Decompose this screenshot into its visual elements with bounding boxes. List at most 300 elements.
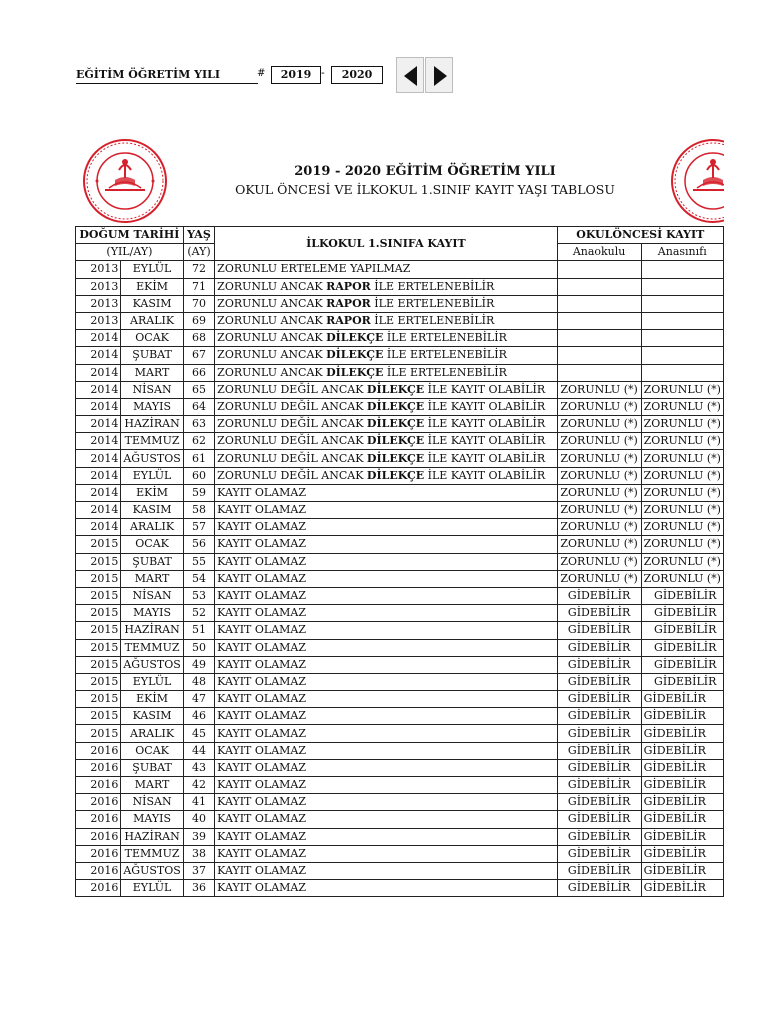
- birth-year-cell: 2013: [76, 278, 121, 295]
- kindergarten-cell: ZORUNLU (*): [557, 416, 641, 433]
- preschool-class-cell: ZORUNLU (*): [641, 519, 723, 536]
- age-months-cell: 71: [183, 278, 214, 295]
- kindergarten-cell: GİDEBİLİR: [557, 673, 641, 690]
- primary-registration-cell: [215, 416, 557, 433]
- kindergarten-cell: GİDEBİLİR: [557, 639, 641, 656]
- registration-status-text: KAYIT OLAMAZ: [217, 709, 306, 723]
- table-row: [76, 450, 724, 467]
- age-months-cell: 66: [183, 364, 214, 381]
- preschool-class-cell: GİDEBİLİR: [641, 639, 723, 656]
- table-row: [76, 708, 724, 725]
- requirement-keyword: DİLEKÇE: [366, 399, 425, 413]
- kindergarten-cell: GİDEBİLİR: [557, 880, 641, 897]
- primary-registration-cell: [215, 330, 557, 347]
- birth-month-cell: MAYIS: [121, 605, 183, 622]
- birth-date-header: DOĞUM TARİHİ: [76, 227, 184, 244]
- requirement-keyword: DİLEKÇE: [326, 365, 384, 379]
- registration-status-text: ZORUNLU ANCAK: [217, 331, 327, 345]
- registration-status-text: KAYIT OLAMAZ: [217, 537, 306, 551]
- age-months-cell: 56: [183, 536, 214, 553]
- registration-status-text: ZORUNLU ERTELEME YAPILMAZ: [217, 262, 411, 276]
- table-row: [76, 553, 724, 570]
- age-months-cell: 43: [183, 759, 214, 776]
- age-months-cell: 39: [183, 828, 214, 845]
- primary-registration-cell: [215, 398, 557, 415]
- primary-registration-cell: [215, 639, 557, 656]
- table-row: [76, 295, 724, 312]
- birth-year-cell: 2014: [76, 416, 121, 433]
- table-row: [76, 828, 724, 845]
- primary-registration-header: İLKOKUL 1.SINIFA KAYIT: [215, 227, 557, 261]
- birth-month-cell: AĞUSTOS: [121, 862, 183, 879]
- table-row: [76, 673, 724, 690]
- preschool-class-cell: GİDEBİLİR: [641, 587, 723, 604]
- birth-month-cell: ARALIK: [121, 312, 183, 329]
- kindergarten-cell: GİDEBİLİR: [557, 811, 641, 828]
- previous-year-button[interactable]: [396, 57, 424, 93]
- birth-year-cell: 2015: [76, 536, 121, 553]
- next-year-button[interactable]: [425, 57, 453, 93]
- preschool-class-cell: ZORUNLU (*): [641, 536, 723, 553]
- registration-status-text: KAYIT OLAMAZ: [217, 589, 306, 603]
- kindergarten-cell: [557, 261, 641, 278]
- kindergarten-cell: ZORUNLU (*): [557, 570, 641, 587]
- birth-month-cell: EYLÜL: [121, 467, 183, 484]
- primary-registration-cell: [215, 364, 557, 381]
- registration-status-text: KAYIT OLAMAZ: [217, 520, 306, 534]
- table-row: [76, 312, 724, 329]
- kindergarten-cell: GİDEBİLİR: [557, 862, 641, 879]
- age-months-cell: 37: [183, 862, 214, 879]
- primary-registration-cell: [215, 708, 557, 725]
- kindergarten-cell: GİDEBİLİR: [557, 777, 641, 794]
- registration-status-text: ZORUNLU ANCAK: [217, 348, 327, 362]
- birth-year-cell: 2015: [76, 691, 121, 708]
- requirement-keyword: RAPOR: [326, 314, 371, 328]
- preschool-class-cell: GİDEBİLİR: [641, 622, 723, 639]
- age-months-cell: 68: [183, 330, 214, 347]
- registration-status-text: KAYIT OLAMAZ: [217, 760, 306, 774]
- document-subtitle: OKUL ÖNCESİ VE İLKOKUL 1.SINIF KAYIT YAŞI TABLOSU: [235, 182, 615, 197]
- kindergarten-cell: [557, 295, 641, 312]
- primary-registration-cell: [215, 536, 557, 553]
- kindergarten-cell: GİDEBİLİR: [557, 828, 641, 845]
- age-months-cell: 49: [183, 656, 214, 673]
- preschool-class-cell: [641, 364, 723, 381]
- preschool-class-cell: GİDEBİLİR: [641, 794, 723, 811]
- registration-status-text: KAYIT OLAMAZ: [217, 485, 306, 499]
- registration-status-suffix: İLE ERTELENEBİLİR: [370, 296, 495, 310]
- birth-year-cell: 2013: [76, 261, 121, 278]
- age-months-cell: 63: [183, 416, 214, 433]
- registration-status-text: KAYIT OLAMAZ: [217, 846, 306, 860]
- registration-status-text: KAYIT OLAMAZ: [217, 503, 306, 517]
- age-months-cell: 52: [183, 605, 214, 622]
- kindergarten-cell: ZORUNLU (*): [557, 484, 641, 501]
- preschool-class-cell: ZORUNLU (*): [641, 416, 723, 433]
- primary-registration-cell: [215, 519, 557, 536]
- primary-registration-cell: [215, 742, 557, 759]
- requirement-keyword: DİLEKÇE: [366, 451, 425, 465]
- kindergarten-cell: [557, 278, 641, 295]
- preschool-class-cell: GİDEBİLİR: [641, 880, 723, 897]
- birth-year-cell: 2014: [76, 330, 121, 347]
- registration-status-suffix: İLE ERTELENEBİLİR: [383, 365, 507, 379]
- requirement-keyword: DİLEKÇE: [366, 468, 425, 482]
- birth-year-cell: 2015: [76, 656, 121, 673]
- registration-status-text: ZORUNLU DEĞİL ANCAK: [217, 468, 367, 482]
- birth-year-cell: 2015: [76, 605, 121, 622]
- age-months-cell: 69: [183, 312, 214, 329]
- birth-month-cell: ŞUBAT: [121, 347, 183, 364]
- birth-year-cell: 2016: [76, 759, 121, 776]
- preschool-class-cell: GİDEBİLİR: [641, 862, 723, 879]
- registration-age-table: [75, 226, 724, 897]
- birth-month-cell: NİSAN: [121, 381, 183, 398]
- kindergarten-cell: GİDEBİLİR: [557, 587, 641, 604]
- primary-registration-cell: [215, 570, 557, 587]
- age-months-cell: 65: [183, 381, 214, 398]
- birth-month-cell: EKİM: [121, 691, 183, 708]
- table-row: [76, 777, 724, 794]
- preschool-class-cell: GİDEBİLİR: [641, 656, 723, 673]
- registration-status-suffix: İLE KAYIT OLABİLİR: [424, 468, 546, 482]
- birth-month-cell: HAZİRAN: [121, 416, 183, 433]
- birth-month-cell: OCAK: [121, 330, 183, 347]
- birth-month-cell: AĞUSTOS: [121, 450, 183, 467]
- birth-month-cell: MART: [121, 364, 183, 381]
- primary-registration-cell: [215, 673, 557, 690]
- birth-month-cell: KASIM: [121, 295, 183, 312]
- birth-month-cell: NİSAN: [121, 794, 183, 811]
- birth-year-cell: 2016: [76, 777, 121, 794]
- kindergarten-cell: ZORUNLU (*): [557, 467, 641, 484]
- label-underline: [76, 83, 258, 84]
- registration-status-text: KAYIT OLAMAZ: [217, 571, 306, 585]
- table-row: [76, 656, 724, 673]
- birth-month-cell: TEMMUZ: [121, 845, 183, 862]
- birth-month-cell: MART: [121, 777, 183, 794]
- registration-status-suffix: İLE KAYIT OLABİLİR: [424, 417, 546, 431]
- kindergarten-cell: ZORUNLU (*): [557, 433, 641, 450]
- registration-status-suffix: İLE ERTELENEBİLİR: [383, 331, 507, 345]
- registration-status-text: KAYIT OLAMAZ: [217, 795, 306, 809]
- preschool-class-cell: GİDEBİLİR: [641, 708, 723, 725]
- primary-registration-cell: [215, 622, 557, 639]
- primary-registration-cell: [215, 862, 557, 879]
- primary-registration-cell: [215, 811, 557, 828]
- primary-registration-cell: [215, 553, 557, 570]
- kindergarten-cell: [557, 347, 641, 364]
- age-months-cell: 48: [183, 673, 214, 690]
- year-start-field[interactable]: 2019: [271, 66, 321, 84]
- kindergarten-cell: GİDEBİLİR: [557, 656, 641, 673]
- kindergarten-cell: GİDEBİLİR: [557, 845, 641, 862]
- table-row: [76, 794, 724, 811]
- registration-status-text: KAYIT OLAMAZ: [217, 812, 306, 826]
- registration-status-suffix: İLE KAYIT OLABİLİR: [424, 382, 546, 396]
- table-row: [76, 416, 724, 433]
- preschool-class-cell: GİDEBİLİR: [641, 845, 723, 862]
- table-row: [76, 502, 724, 519]
- table-row: [76, 364, 724, 381]
- birth-month-cell: ARALIK: [121, 725, 183, 742]
- primary-registration-cell: [215, 691, 557, 708]
- table-row: [76, 742, 724, 759]
- birth-year-cell: 2015: [76, 622, 121, 639]
- preschool-class-cell: GİDEBİLİR: [641, 691, 723, 708]
- primary-registration-cell: [215, 433, 557, 450]
- age-months-cell: 62: [183, 433, 214, 450]
- preschool-class-cell: [641, 312, 723, 329]
- birth-year-cell: 2015: [76, 570, 121, 587]
- preschool-class-cell: GİDEBİLİR: [641, 673, 723, 690]
- primary-registration-cell: [215, 725, 557, 742]
- birth-year-cell: 2014: [76, 484, 121, 501]
- age-months-cell: 50: [183, 639, 214, 656]
- birth-month-cell: NİSAN: [121, 587, 183, 604]
- ministry-seal-right-logo: [667, 138, 724, 224]
- table-row: [76, 639, 724, 656]
- birth-year-cell: 2014: [76, 450, 121, 467]
- registration-status-text: KAYIT OLAMAZ: [217, 623, 306, 637]
- birth-month-cell: ŞUBAT: [121, 759, 183, 776]
- arrow-right-icon: [426, 58, 454, 94]
- requirement-keyword: DİLEKÇE: [366, 382, 425, 396]
- table-row: [76, 347, 724, 364]
- requirement-keyword: DİLEKÇE: [326, 348, 384, 362]
- age-months-cell: 46: [183, 708, 214, 725]
- birth-month-cell: EYLÜL: [121, 880, 183, 897]
- age-months-cell: 67: [183, 347, 214, 364]
- age-months-cell: 47: [183, 691, 214, 708]
- registration-status-text: ZORUNLU DEĞİL ANCAK: [217, 417, 367, 431]
- birth-month-cell: EYLÜL: [121, 261, 183, 278]
- registration-status-text: ZORUNLU DEĞİL ANCAK: [217, 399, 367, 413]
- kindergarten-cell: ZORUNLU (*): [557, 502, 641, 519]
- primary-registration-cell: [215, 777, 557, 794]
- primary-registration-cell: [215, 605, 557, 622]
- table-row: [76, 278, 724, 295]
- birth-year-cell: 2013: [76, 295, 121, 312]
- birth-year-cell: 2016: [76, 811, 121, 828]
- preschool-class-cell: ZORUNLU (*): [641, 467, 723, 484]
- registration-status-text: KAYIT OLAMAZ: [217, 657, 306, 671]
- preschool-class-cell: ZORUNLU (*): [641, 502, 723, 519]
- registration-status-text: KAYIT OLAMAZ: [217, 692, 306, 706]
- registration-status-text: KAYIT OLAMAZ: [217, 674, 306, 688]
- registration-status-suffix: İLE ERTELENEBİLİR: [370, 314, 495, 328]
- table-row: [76, 484, 724, 501]
- ministry-seal-left-logo: [79, 138, 171, 224]
- birth-year-cell: 2014: [76, 467, 121, 484]
- birth-month-cell: ŞUBAT: [121, 553, 183, 570]
- birth-month-cell: TEMMUZ: [121, 639, 183, 656]
- birth-month-cell: OCAK: [121, 536, 183, 553]
- registration-status-text: ZORUNLU ANCAK: [217, 279, 327, 293]
- kindergarten-cell: GİDEBİLİR: [557, 742, 641, 759]
- birth-year-cell: 2014: [76, 381, 121, 398]
- birth-month-cell: HAZİRAN: [121, 828, 183, 845]
- age-months-cell: 53: [183, 587, 214, 604]
- table-row: [76, 570, 724, 587]
- preschool-class-cell: [641, 330, 723, 347]
- table-row: [76, 759, 724, 776]
- table-row: [76, 398, 724, 415]
- age-months-cell: 38: [183, 845, 214, 862]
- table-row: [76, 381, 724, 398]
- requirement-keyword: RAPOR: [326, 279, 371, 293]
- table-row: [76, 433, 724, 450]
- requirement-keyword: DİLEKÇE: [366, 434, 425, 448]
- birth-month-cell: MART: [121, 570, 183, 587]
- birth-month-cell: MAYIS: [121, 811, 183, 828]
- registration-status-text: KAYIT OLAMAZ: [217, 743, 306, 757]
- hash-mark: #: [257, 68, 266, 79]
- birth-year-cell: 2016: [76, 828, 121, 845]
- primary-registration-cell: [215, 467, 557, 484]
- age-months-cell: 36: [183, 880, 214, 897]
- preschool-class-cell: ZORUNLU (*): [641, 433, 723, 450]
- age-months-cell: 45: [183, 725, 214, 742]
- preschool-class-header: Anasınıfı: [641, 244, 723, 261]
- kindergarten-cell: ZORUNLU (*): [557, 553, 641, 570]
- kindergarten-cell: [557, 364, 641, 381]
- table-row: [76, 536, 724, 553]
- registration-status-text: KAYIT OLAMAZ: [217, 640, 306, 654]
- birth-month-cell: HAZİRAN: [121, 622, 183, 639]
- registration-status-text: KAYIT OLAMAZ: [217, 778, 306, 792]
- birth-month-cell: EKİM: [121, 484, 183, 501]
- primary-registration-cell: [215, 278, 557, 295]
- primary-registration-cell: [215, 759, 557, 776]
- age-months-cell: 64: [183, 398, 214, 415]
- age-months-cell: 61: [183, 450, 214, 467]
- primary-registration-cell: [215, 484, 557, 501]
- birth-month-cell: EKİM: [121, 278, 183, 295]
- registration-status-text: KAYIT OLAMAZ: [217, 554, 306, 568]
- table-row: [76, 605, 724, 622]
- kindergarten-cell: GİDEBİLİR: [557, 759, 641, 776]
- preschool-class-cell: ZORUNLU (*): [641, 398, 723, 415]
- year-end-field[interactable]: 2020: [331, 66, 383, 84]
- preschool-registration-header: OKULÖNCESİ KAYIT: [557, 227, 723, 244]
- kindergarten-cell: ZORUNLU (*): [557, 536, 641, 553]
- kindergarten-cell: GİDEBİLİR: [557, 794, 641, 811]
- year-separator: -: [321, 66, 325, 79]
- primary-registration-cell: [215, 381, 557, 398]
- table-row: [76, 691, 724, 708]
- registration-status-suffix: İLE KAYIT OLABİLİR: [424, 451, 546, 465]
- birth-month-cell: MAYIS: [121, 398, 183, 415]
- birth-year-cell: 2015: [76, 587, 121, 604]
- preschool-class-cell: [641, 278, 723, 295]
- birth-year-cell: 2015: [76, 673, 121, 690]
- preschool-class-cell: [641, 347, 723, 364]
- age-months-cell: 60: [183, 467, 214, 484]
- primary-registration-cell: [215, 502, 557, 519]
- primary-registration-cell: [215, 828, 557, 845]
- requirement-keyword: DİLEKÇE: [366, 417, 425, 431]
- age-months-cell: 41: [183, 794, 214, 811]
- preschool-class-cell: [641, 295, 723, 312]
- kindergarten-cell: ZORUNLU (*): [557, 519, 641, 536]
- kindergarten-cell: ZORUNLU (*): [557, 450, 641, 467]
- birth-year-cell: 2014: [76, 347, 121, 364]
- primary-registration-cell: [215, 295, 557, 312]
- preschool-class-cell: GİDEBİLİR: [641, 742, 723, 759]
- preschool-class-cell: GİDEBİLİR: [641, 777, 723, 794]
- birth-year-cell: 2016: [76, 862, 121, 879]
- birth-month-cell: KASIM: [121, 502, 183, 519]
- birth-year-cell: 2015: [76, 708, 121, 725]
- preschool-class-cell: ZORUNLU (*): [641, 570, 723, 587]
- primary-registration-cell: [215, 347, 557, 364]
- birth-year-cell: 2015: [76, 725, 121, 742]
- age-months-cell: 40: [183, 811, 214, 828]
- preschool-class-cell: ZORUNLU (*): [641, 381, 723, 398]
- age-months-cell: 70: [183, 295, 214, 312]
- preschool-class-cell: ZORUNLU (*): [641, 484, 723, 501]
- table-row: [76, 811, 724, 828]
- birth-year-cell: 2014: [76, 433, 121, 450]
- document-title: 2019 - 2020 EĞİTİM ÖĞRETİM YILI: [294, 164, 556, 179]
- primary-registration-cell: [215, 794, 557, 811]
- registration-status-suffix: İLE KAYIT OLABİLİR: [424, 434, 546, 448]
- registration-status-text: ZORUNLU ANCAK: [217, 365, 327, 379]
- kindergarten-cell: GİDEBİLİR: [557, 691, 641, 708]
- age-months-cell: 42: [183, 777, 214, 794]
- birth-month-cell: KASIM: [121, 708, 183, 725]
- birth-month-cell: EYLÜL: [121, 673, 183, 690]
- kindergarten-header: Anaokulu: [557, 244, 641, 261]
- registration-status-text: ZORUNLU DEĞİL ANCAK: [217, 382, 367, 396]
- registration-status-text: ZORUNLU DEĞİL ANCAK: [217, 434, 367, 448]
- primary-registration-cell: [215, 656, 557, 673]
- preschool-class-cell: ZORUNLU (*): [641, 450, 723, 467]
- table-row: [76, 725, 724, 742]
- birth-year-cell: 2014: [76, 502, 121, 519]
- birth-year-cell: 2014: [76, 364, 121, 381]
- primary-registration-cell: [215, 880, 557, 897]
- table-row: [76, 845, 724, 862]
- kindergarten-cell: GİDEBİLİR: [557, 708, 641, 725]
- requirement-keyword: RAPOR: [326, 296, 371, 310]
- preschool-class-cell: GİDEBİLİR: [641, 605, 723, 622]
- primary-registration-cell: [215, 312, 557, 329]
- registration-status-suffix: İLE KAYIT OLABİLİR: [424, 399, 546, 413]
- registration-status-text: KAYIT OLAMAZ: [217, 829, 306, 843]
- birth-month-cell: TEMMUZ: [121, 433, 183, 450]
- birth-year-cell: 2015: [76, 639, 121, 656]
- preschool-class-cell: GİDEBİLİR: [641, 828, 723, 845]
- kindergarten-cell: ZORUNLU (*): [557, 398, 641, 415]
- table-row: [76, 880, 724, 897]
- registration-status-text: KAYIT OLAMAZ: [217, 881, 306, 895]
- registration-status-text: KAYIT OLAMAZ: [217, 726, 306, 740]
- age-months-cell: 59: [183, 484, 214, 501]
- registration-status-text: ZORUNLU ANCAK: [217, 314, 327, 328]
- table-row: [76, 587, 724, 604]
- table-row: [76, 862, 724, 879]
- arrow-left-icon: [397, 58, 425, 94]
- registration-status-suffix: İLE ERTELENEBİLİR: [383, 348, 507, 362]
- table-row: [76, 261, 724, 278]
- birth-year-cell: 2016: [76, 742, 121, 759]
- kindergarten-cell: [557, 312, 641, 329]
- requirement-keyword: DİLEKÇE: [326, 331, 384, 345]
- table-row: [76, 467, 724, 484]
